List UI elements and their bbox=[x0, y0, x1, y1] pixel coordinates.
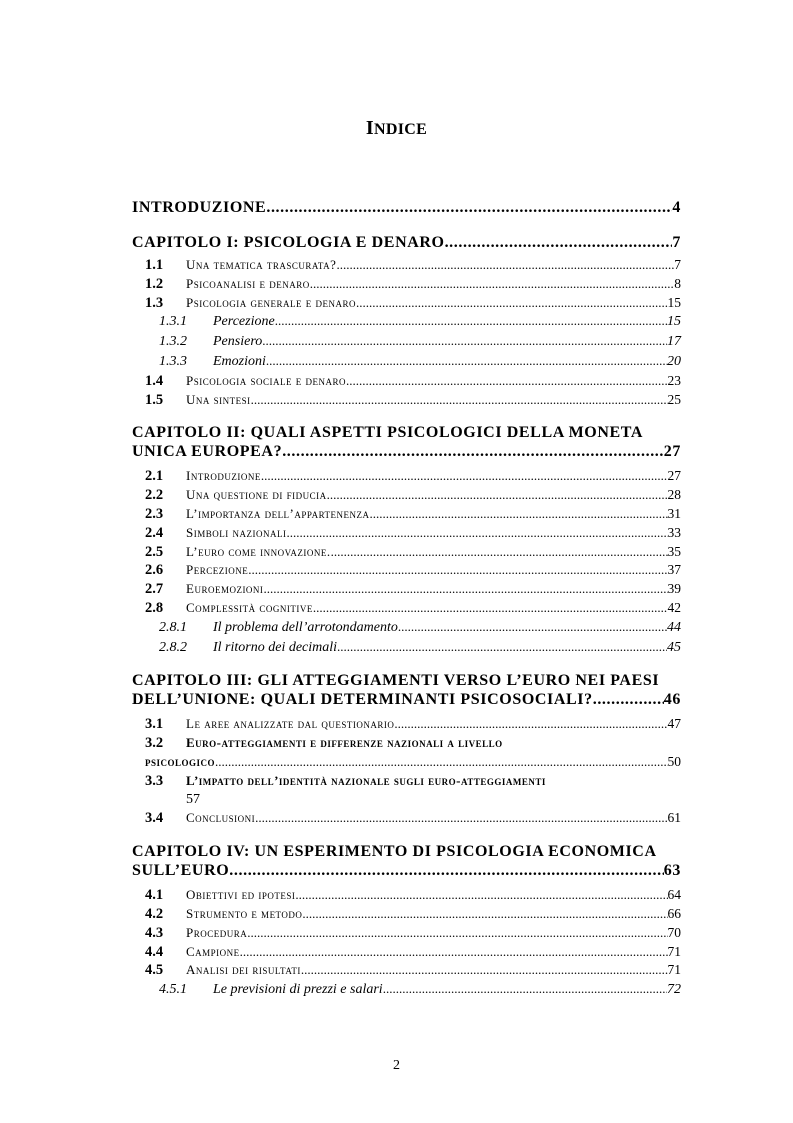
toc-subsection-row[interactable] bbox=[132, 618, 681, 638]
toc-chapter bbox=[132, 233, 681, 409]
toc-section-row[interactable] bbox=[132, 715, 681, 734]
toc-section-continuation[interactable] bbox=[132, 753, 681, 772]
toc-section-row[interactable] bbox=[132, 294, 681, 313]
leader-dots bbox=[255, 809, 667, 828]
toc-section-row[interactable] bbox=[132, 961, 681, 980]
chapter-title-line2: UNICA EUROPEA? bbox=[132, 443, 283, 461]
subsection-title: Il problema dell’arrotondamento bbox=[213, 619, 398, 635]
section-title-line1: L’impatto dell’identità nazionale sugli euro-atteggiamenti bbox=[186, 772, 546, 788]
leader-dots bbox=[310, 275, 675, 294]
section-number: 4.4 bbox=[145, 943, 164, 960]
chapter-page: 46 bbox=[663, 691, 681, 709]
toc-section-row[interactable] bbox=[132, 580, 681, 599]
subsection-page: 72 bbox=[667, 982, 681, 998]
toc-section-row[interactable] bbox=[132, 391, 681, 410]
section-number: 2.3 bbox=[145, 505, 164, 522]
toc-section-row[interactable] bbox=[132, 886, 681, 905]
subsection-title: Percezione bbox=[213, 314, 275, 330]
section-title: Obiettivi ed ipotesi bbox=[186, 887, 296, 903]
section-title: Percezione bbox=[186, 562, 249, 578]
section-title: Psicologia generale e denaro bbox=[186, 294, 356, 310]
subsection-title: Emozioni bbox=[213, 353, 266, 369]
section-page: 31 bbox=[667, 505, 681, 521]
section-number: 1.5 bbox=[145, 391, 164, 408]
toc-section-row[interactable] bbox=[132, 543, 681, 562]
section-page: 71 bbox=[667, 962, 681, 978]
section-number: 2.8 bbox=[145, 599, 164, 616]
toc-section-row[interactable] bbox=[132, 905, 681, 924]
toc-chapter-row[interactable] bbox=[132, 198, 681, 217]
leader-dots bbox=[266, 352, 667, 371]
leader-dots bbox=[337, 638, 667, 657]
subsection-page: 20 bbox=[667, 353, 681, 369]
toc-subsection-row[interactable] bbox=[132, 312, 681, 332]
section-title-line1: Euro-atteggiamenti e differenze nazionali a livello bbox=[186, 735, 503, 751]
subsection-title: Le previsioni di prezzi e salari bbox=[213, 982, 383, 998]
toc-section-row[interactable] bbox=[132, 372, 681, 391]
toc-subsection-row[interactable] bbox=[132, 352, 681, 372]
leader-dots bbox=[282, 442, 664, 461]
section-number: 1.1 bbox=[145, 257, 164, 273]
subsection-title: Pensiero bbox=[213, 334, 263, 350]
section-page: 71 bbox=[667, 943, 681, 959]
toc-chapter-row[interactable] bbox=[132, 690, 681, 709]
chapter-page: 27 bbox=[663, 443, 681, 461]
subsection-number: 1.3.1 bbox=[159, 314, 187, 330]
section-number: 1.2 bbox=[145, 275, 164, 292]
section-page: 37 bbox=[667, 562, 681, 578]
leader-dots bbox=[301, 961, 668, 980]
subsection-page: 45 bbox=[667, 639, 681, 655]
chapter-title: CAPITOLO I: PSICOLOGIA E DENARO bbox=[132, 234, 445, 251]
section-number: 2.4 bbox=[145, 524, 164, 541]
section-page: 70 bbox=[667, 924, 681, 940]
toc-chapter-row[interactable] bbox=[132, 861, 681, 880]
section-number: 2.1 bbox=[145, 468, 164, 485]
toc-subsection-row[interactable] bbox=[132, 980, 681, 1000]
toc-subsection-row[interactable] bbox=[132, 332, 681, 352]
toc-section-row[interactable] bbox=[132, 561, 681, 580]
page-title bbox=[0, 117, 793, 140]
leader-dots bbox=[313, 599, 668, 618]
leader-dots bbox=[356, 294, 668, 313]
toc-section-row[interactable] bbox=[132, 505, 681, 524]
section-page: 15 bbox=[667, 294, 681, 310]
subsection-number: 2.8.2 bbox=[159, 639, 187, 655]
toc-section-row[interactable] bbox=[132, 809, 681, 828]
toc-section-row[interactable] bbox=[132, 275, 681, 294]
leader-dots bbox=[302, 905, 667, 924]
leader-dots bbox=[394, 715, 667, 734]
section-page: 57 bbox=[186, 791, 200, 807]
chapter-title: INTRODUZIONE bbox=[132, 199, 267, 216]
section-page: 23 bbox=[667, 372, 681, 388]
section-title: Le aree analizzate dal questionario bbox=[186, 716, 395, 732]
section-title: Campione bbox=[186, 943, 240, 959]
leader-dots bbox=[295, 886, 667, 905]
leader-dots bbox=[331, 543, 668, 562]
section-title: Procedura bbox=[186, 924, 248, 940]
section-title: Analisi dei risultati bbox=[186, 962, 301, 978]
section-page: 7 bbox=[674, 257, 681, 272]
leader-dots bbox=[263, 580, 667, 599]
subsection-number: 2.8.1 bbox=[159, 619, 187, 635]
section-title: Introduzione bbox=[186, 468, 261, 484]
chapter-page: 4 bbox=[672, 199, 681, 216]
section-number: 3.2 bbox=[145, 735, 164, 752]
leader-dots bbox=[445, 233, 673, 252]
section-number: 3.4 bbox=[145, 810, 164, 827]
section-title: Psicoanalisi e denaro bbox=[186, 275, 310, 291]
toc-chapter bbox=[132, 671, 681, 828]
section-title: Una tematica trascurata? bbox=[186, 257, 337, 272]
title-rest: NDICE bbox=[374, 121, 428, 138]
page-number: 2 bbox=[393, 1058, 400, 1073]
section-page: 27 bbox=[667, 468, 681, 484]
section-number: 2.6 bbox=[145, 562, 164, 579]
subsection-page: 17 bbox=[667, 334, 681, 350]
chapter-page: 63 bbox=[663, 862, 681, 880]
section-number: 3.3 bbox=[145, 772, 164, 789]
section-page: 61 bbox=[667, 810, 681, 826]
leader-dots bbox=[275, 312, 667, 331]
section-page: 47 bbox=[667, 716, 681, 732]
toc-chapter bbox=[132, 842, 681, 1000]
toc-chapter bbox=[132, 423, 681, 657]
toc-chapter-row[interactable] bbox=[132, 442, 681, 461]
section-number: 4.3 bbox=[145, 924, 164, 941]
leader-dots bbox=[346, 372, 668, 391]
section-title: Conclusioni bbox=[186, 810, 256, 826]
section-title-line2: psicologico bbox=[145, 753, 216, 769]
toc-section-row[interactable] bbox=[132, 524, 681, 543]
subsection-number: 4.5.1 bbox=[159, 982, 187, 998]
chapter-title-line2: SULL’EURO bbox=[132, 862, 230, 880]
leader-dots bbox=[262, 332, 667, 351]
subsection-number: 1.3.3 bbox=[159, 353, 187, 369]
subsection-page: 15 bbox=[667, 314, 681, 330]
section-title: Una sintesi bbox=[186, 391, 251, 407]
leader-dots bbox=[248, 561, 667, 580]
section-number: 3.1 bbox=[145, 716, 164, 733]
section-number: 2.5 bbox=[145, 543, 164, 560]
section-title: Euroemozioni bbox=[186, 581, 264, 597]
leader-dots bbox=[240, 943, 668, 962]
section-page: 50 bbox=[667, 753, 681, 769]
section-page: 39 bbox=[667, 581, 681, 597]
toc-section-row[interactable] bbox=[132, 772, 681, 791]
leader-dots bbox=[370, 505, 668, 524]
section-number: 1.4 bbox=[145, 372, 164, 389]
chapter-title-line2: DELL’UNIONE: QUALI DETERMINANTI PSICOSOCIALI? bbox=[132, 691, 593, 709]
toc-section-row[interactable] bbox=[132, 599, 681, 618]
section-number: 2.2 bbox=[145, 487, 164, 504]
section-title: Strumento e metodo bbox=[186, 905, 303, 921]
toc-section-row[interactable] bbox=[132, 943, 681, 962]
toc-subsection-row[interactable] bbox=[132, 638, 681, 658]
leader-dots bbox=[593, 690, 664, 709]
section-number: 2.7 bbox=[145, 581, 164, 598]
table-of-contents bbox=[132, 198, 681, 1000]
leader-dots bbox=[266, 198, 672, 217]
section-page: 28 bbox=[667, 487, 681, 503]
section-page: 66 bbox=[667, 905, 681, 921]
section-title: L’euro come innovazione. bbox=[186, 543, 331, 559]
section-page: 64 bbox=[667, 887, 681, 903]
leader-dots bbox=[327, 486, 668, 505]
chapter-title-line1[interactable]: CAPITOLO III: GLI ATTEGGIAMENTI VERSO L’EURO NEI PAESI bbox=[132, 672, 660, 690]
section-title: L’importanza dell’appartenenza bbox=[186, 505, 370, 521]
leader-dots bbox=[398, 618, 667, 637]
section-number: 4.2 bbox=[145, 905, 164, 922]
section-page: 42 bbox=[667, 599, 681, 615]
toc-chapter bbox=[132, 198, 681, 217]
section-page: 33 bbox=[667, 524, 681, 540]
chapter-title-line1[interactable]: CAPITOLO II: QUALI ASPETTI PSICOLOGICI DELLA MONETA bbox=[132, 424, 643, 442]
title-initial: I bbox=[365, 117, 375, 139]
leader-dots bbox=[229, 861, 664, 880]
section-page: 35 bbox=[667, 543, 681, 559]
section-page: 25 bbox=[667, 391, 681, 407]
section-page: 8 bbox=[674, 275, 681, 291]
leader-dots bbox=[247, 924, 667, 943]
toc-section-row[interactable] bbox=[132, 486, 681, 505]
section-title: Complessità cognitive bbox=[186, 599, 313, 615]
section-title: Una questione di fiducia bbox=[186, 487, 327, 503]
leader-dots bbox=[215, 753, 667, 772]
leader-dots bbox=[336, 256, 674, 275]
subsection-number: 1.3.2 bbox=[159, 334, 187, 350]
toc-section-row[interactable] bbox=[132, 924, 681, 943]
toc-section-row[interactable] bbox=[132, 256, 681, 275]
chapter-page: 7 bbox=[672, 234, 681, 251]
toc-section-row[interactable] bbox=[132, 734, 681, 753]
section-title: Simboli nazionali bbox=[186, 524, 287, 540]
section-number: 4.1 bbox=[145, 887, 164, 904]
section-title: Psicologia sociale e denaro bbox=[186, 372, 346, 388]
chapter-title-line1[interactable]: CAPITOLO IV: UN ESPERIMENTO DI PSICOLOGIA ECONOMICA bbox=[132, 843, 657, 861]
leader-dots bbox=[251, 391, 668, 410]
toc-chapter-row[interactable] bbox=[132, 233, 681, 252]
toc-section-row[interactable] bbox=[132, 467, 681, 486]
leader-dots bbox=[383, 980, 667, 999]
leader-dots bbox=[286, 524, 667, 543]
subsection-page: 44 bbox=[667, 619, 681, 635]
leader-dots bbox=[261, 467, 668, 486]
section-number: 1.3 bbox=[145, 294, 164, 311]
section-number: 4.5 bbox=[145, 962, 164, 979]
subsection-title: Il ritorno dei decimali bbox=[213, 639, 338, 655]
